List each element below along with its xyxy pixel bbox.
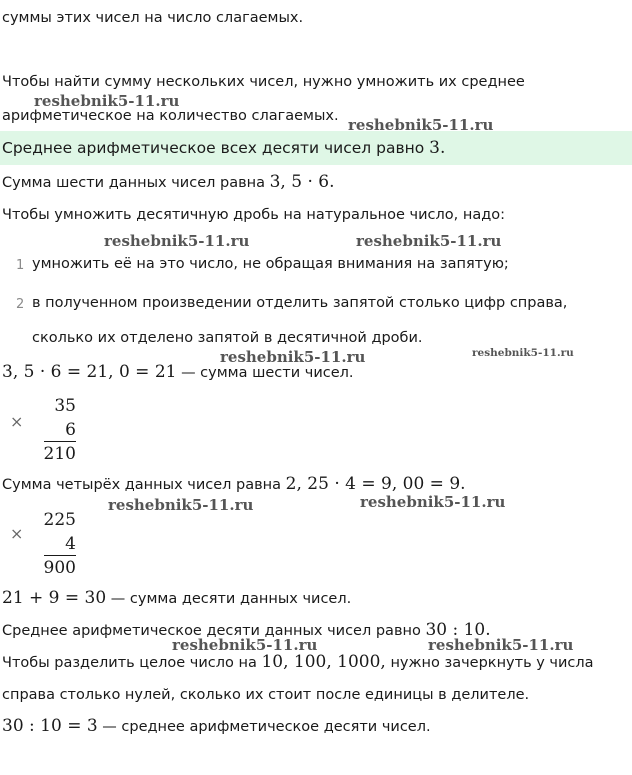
- watermark: reshebnik5-11.ru: [220, 348, 366, 366]
- text: Среднее арифметическое десяти данных чисел равно: [2, 623, 421, 639]
- text-line: [2, 474, 466, 495]
- math: 3, 5 · 6.: [269, 172, 335, 192]
- math: 3.: [429, 138, 446, 158]
- watermark: reshebnik5-11.ru: [356, 232, 502, 250]
- math: 10, 100, 1000,: [261, 652, 386, 672]
- watermark: reshebnik5-11.ru: [472, 347, 574, 359]
- text-line: Чтобы умножить десятичную дробь на натуральное число, надо:: [2, 207, 505, 223]
- multiplication-2: [10, 510, 76, 580]
- text: — сумма шести чисел.: [181, 365, 354, 381]
- list-item: в полученном произведении отделить запятой столько цифр справа,: [32, 295, 568, 311]
- math: 2, 25 · 4 = 9, 00 = 9.: [285, 474, 466, 494]
- text: нужно зачеркнуть у числа: [390, 655, 594, 671]
- watermark: reshebnik5-11.ru: [104, 232, 250, 250]
- result: 900: [43, 558, 76, 578]
- multiplication-1: [10, 396, 76, 466]
- text: Сумма четырёх данных чисел равна: [2, 477, 282, 493]
- text: — среднее арифметическое десяти чисел.: [102, 719, 431, 735]
- text-line: Чтобы найти сумму нескольких чисел, нужно умножить их среднее: [2, 74, 525, 90]
- multiply-sign: ×: [10, 412, 24, 431]
- math: 30 : 10.: [425, 620, 491, 640]
- result-bar: [44, 555, 76, 556]
- operand-b: 4: [65, 534, 76, 554]
- watermark: reshebnik5-11.ru: [428, 636, 574, 654]
- math: 30 : 10 = 3: [2, 716, 98, 736]
- watermark: reshebnik5-11.ru: [360, 493, 506, 511]
- operand-a: 35: [54, 396, 76, 416]
- highlight-line: [2, 138, 445, 158]
- list-item: умножить её на это число, не обращая внимания на запятую;: [32, 256, 509, 272]
- list-item-continuation: сколько их отделено запятой в десятичной дроби.: [32, 330, 423, 346]
- text-line: [2, 172, 334, 193]
- text-line: арифметическое на количество слагаемых.: [2, 108, 339, 124]
- text: — сумма десяти данных чисел.: [110, 591, 352, 607]
- text: Чтобы разделить целое число на: [2, 655, 257, 671]
- list-number: 1: [16, 258, 25, 273]
- text: Сумма шести данных чисел равна: [2, 175, 265, 191]
- operand-a: 225: [43, 510, 76, 530]
- math: 3, 5 · 6 = 21, 0 = 21: [2, 362, 177, 382]
- multiply-sign: ×: [10, 524, 24, 543]
- operand-b: 6: [65, 420, 76, 440]
- result-bar: [44, 441, 76, 442]
- math: 21 + 9 = 30: [2, 588, 107, 608]
- watermark: reshebnik5-11.ru: [172, 636, 318, 654]
- watermark: reshebnik5-11.ru: [34, 92, 180, 110]
- text-line: суммы этих чисел на число слагаемых.: [2, 10, 304, 26]
- highlight-block: [0, 131, 632, 165]
- text-line: [2, 588, 351, 609]
- list-number: 2: [16, 297, 25, 312]
- text-line: [2, 716, 431, 737]
- text-line: [2, 652, 594, 673]
- result: 210: [43, 444, 76, 464]
- text-line: справа столько нулей, сколько их стоит после единицы в делителе.: [2, 687, 530, 703]
- watermark: reshebnik5-11.ru: [108, 496, 254, 514]
- watermark: reshebnik5-11.ru: [348, 116, 494, 134]
- text: Среднее арифметическое всех десяти чисел равно: [2, 139, 425, 157]
